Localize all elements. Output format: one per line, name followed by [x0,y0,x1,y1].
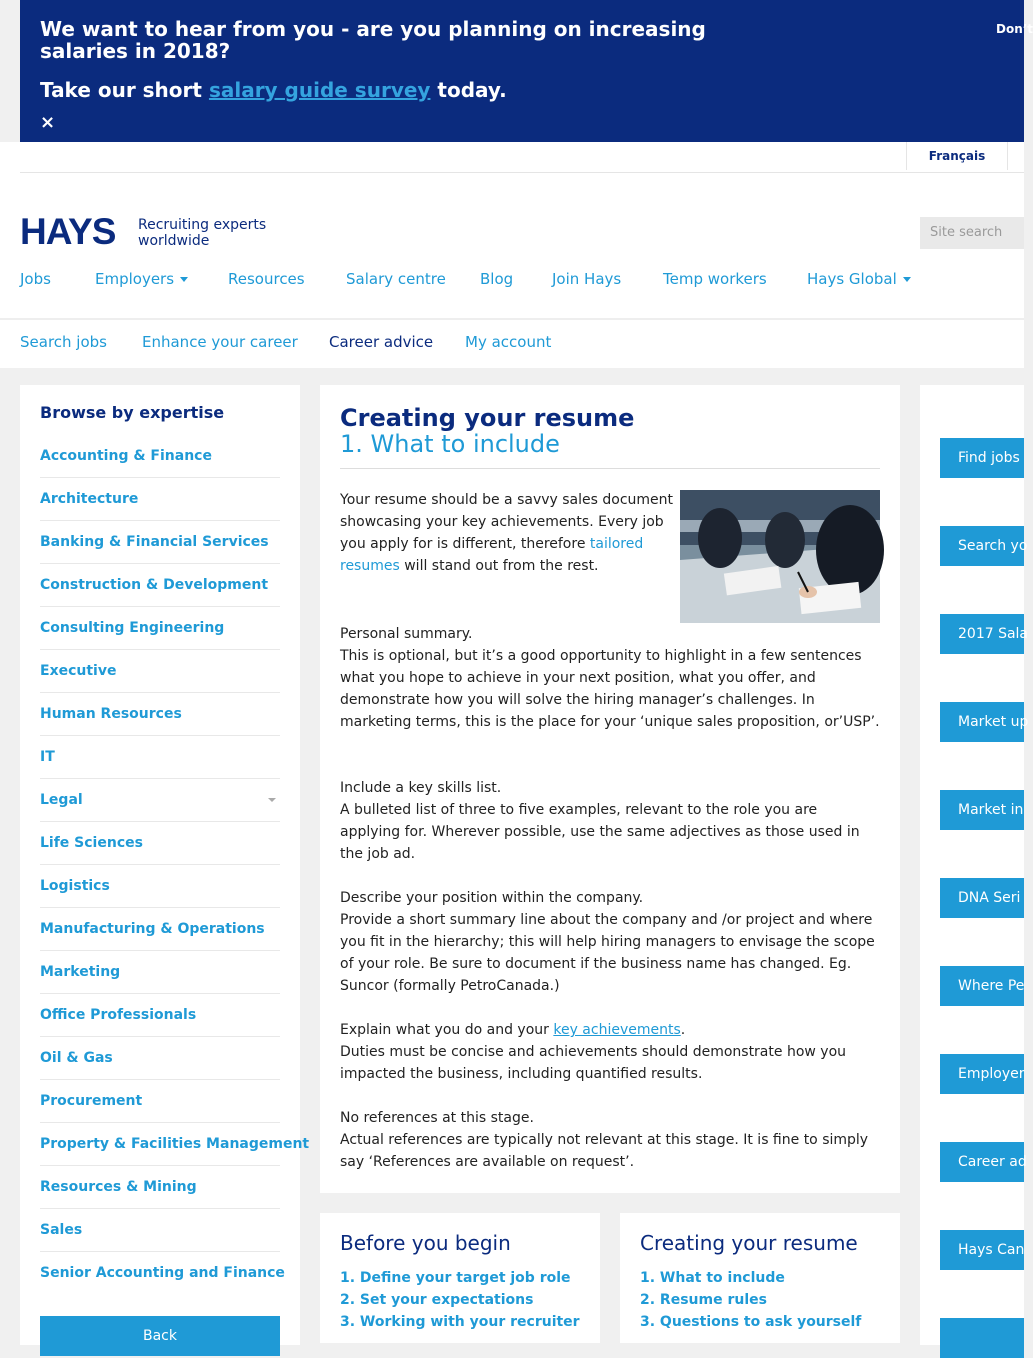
section-heading: Describe your position within the company. [340,890,644,906]
close-icon[interactable]: × [40,112,56,133]
back-button[interactable]: Back [40,1316,280,1356]
sidebar-item[interactable]: Senior Accounting and Finance [40,1265,285,1281]
sidebar-item[interactable]: Construction & Development [40,564,280,607]
banner-cta [40,78,507,102]
nav-employers-label: Employers [95,270,175,288]
sidebar-item[interactable]: Accounting & Finance [40,435,280,478]
card-link[interactable]: 3. Questions to ask yourself [640,1314,862,1330]
intro-end: will stand out from the rest. [399,558,599,574]
title-divider [340,468,880,469]
section-body: This is optional, but it’s a good opportunity to highlight in a few sentences what you hope to achieve in your next position, what you offer, and demonstrate how you will solve the hiring manager’s challenges. In marketing terms, this is the place for your ‘unique sales proposition, or’USP’. [340,648,880,730]
chevron-down-icon [903,277,911,282]
article-title: Creating your resume [340,404,635,432]
card-link[interactable]: 1. What to include [640,1270,785,1286]
right-link-button[interactable]: Where Pe [940,966,1024,1006]
tailored-resumes-link[interactable]: tailored resumes [340,536,644,574]
sidebar-heading: Browse by expertise [40,403,225,422]
sidebar-item[interactable]: Office Professionals [40,994,280,1037]
section-position [340,887,880,997]
right-link-button[interactable]: Search yo [940,526,1024,566]
sidebar-item[interactable]: Logistics [40,865,280,908]
right-link-button[interactable]: Employer [940,1054,1024,1094]
banner-question: We want to hear from you - are you planning on increasing salaries in 2018? [40,17,706,63]
right-link-button[interactable]: Market up [940,702,1024,742]
section-heading: Personal summary. [340,626,473,642]
right-link-button[interactable]: Career ad [940,1142,1024,1182]
article-card [320,385,900,1193]
nav-join-hays[interactable]: Join Hays [552,270,622,288]
nav-employers[interactable] [95,270,188,288]
heading-suffix: . [680,1022,686,1038]
survey-banner [20,0,1033,142]
sidebar-item[interactable]: Property & Facilities Management [40,1123,280,1166]
chevron-down-icon [268,798,276,802]
card-link[interactable]: 3. Working with your recruiter [340,1314,580,1330]
subnav-career-advice[interactable]: Career advice [329,333,434,351]
card-link[interactable]: 2. Set your expectations [340,1292,534,1308]
cta-suffix: today. [430,78,507,102]
right-link-button[interactable]: 2017 Sala [940,614,1024,654]
section-heading: No references at this stage. [340,1110,534,1126]
sidebar-item-legal[interactable] [40,779,280,822]
card-link[interactable]: 1. Define your target job role [340,1270,571,1286]
nav-hays-global-label: Hays Global [807,270,897,288]
language-switch[interactable]: Français [906,142,1008,170]
sidebar-item[interactable]: Resources & Mining [40,1166,280,1209]
right-link-button[interactable] [940,1318,1024,1358]
nav-temp-workers[interactable]: Temp workers [663,270,767,288]
subnav-my-account[interactable]: My account [465,333,552,351]
section-body: Actual references are typically not relevant at this stage. It is fine to simply say ‘References are available on request’. [340,1132,869,1170]
search-input[interactable]: Site search [920,217,1024,249]
right-link-button[interactable]: Market in [940,790,1024,830]
right-link-button[interactable]: DNA Seri [940,878,1024,918]
subnav-enhance-career[interactable]: Enhance your career [142,333,298,351]
sidebar-item[interactable]: Executive [40,650,280,693]
section-body: Provide a short summary line about the company and /or project and where you fit in the hierarchy; this will help hiring managers to envisage the scope of your role. Be sure to document if the business name has changed. Eg. Suncor (formally PetroCanada.) [340,912,875,994]
section-body: Duties must be concise and achievements should demonstrate how you impacted the business, including quantified results. [340,1044,847,1082]
section-personal-summary [340,623,880,733]
chevron-down-icon [180,277,188,282]
section-key-skills [340,777,880,865]
salary-survey-link[interactable]: salary guide survey [208,78,431,102]
header-divider [20,172,1024,173]
card-link[interactable]: 2. Resume rules [640,1292,767,1308]
logo-wordmark: HAYS [20,211,116,252]
subnav-search-jobs[interactable]: Search jobs [20,333,107,351]
creating-resume-card [620,1213,900,1343]
logo-tagline: Recruiting experts worldwide [138,217,267,249]
sidebar-item[interactable]: Manufacturing & Operations [40,908,280,951]
nav-hays-global[interactable] [807,270,911,288]
nav-resources[interactable]: Resources [228,270,305,288]
sidebar-item[interactable]: Banking & Financial Services [40,521,280,564]
before-you-begin-card [320,1213,600,1343]
hays-logo[interactable] [20,211,267,252]
section-heading [340,1019,880,1041]
intro-text: Your resume should be a savvy sales document showcasing your key achievements. Every job you apply for is different, therefore [340,492,674,552]
sidebar-item[interactable]: Sales [40,1209,280,1252]
sidebar-item[interactable]: Architecture [40,478,280,521]
key-achievements-link[interactable]: key achievements [553,1022,681,1038]
section-references [340,1107,880,1173]
sidebar-item[interactable]: Marketing [40,951,280,994]
sidebar-item[interactable]: Life Sciences [40,822,280,865]
sidebar-item[interactable]: Human Resources [40,693,280,736]
section-body: A bulleted list of three to five examples, relevant to the role you are applying for. Wherever possible, use the same adjectives as those used in the job ad. [340,802,860,862]
expertise-sidebar [20,385,310,1345]
right-link-button[interactable]: Hays Can [940,1230,1024,1270]
nav-blog[interactable]: Blog [480,270,514,288]
sidebar-item[interactable]: Consulting Engineering [40,607,280,650]
sidebar-item[interactable]: Oil & Gas [40,1037,280,1080]
nav-salary-centre[interactable]: Salary centre [346,270,446,288]
meeting-photo [680,490,880,623]
article-intro [340,489,680,577]
cta-prefix: Take our short [40,78,209,102]
section-achievements [340,1019,880,1085]
sidebar-item[interactable]: Procurement [40,1080,280,1123]
nav-jobs[interactable]: Jobs [20,270,51,288]
dont-show-button[interactable]: Don’t [996,22,1033,36]
card-title: Creating your resume [640,1231,858,1255]
find-jobs-button[interactable]: Find jobs [940,438,1024,478]
heading-prefix: Explain what you do and your [340,1022,554,1038]
section-heading: Include a key skills list. [340,780,502,796]
sidebar-item[interactable]: IT [40,736,280,779]
card-title: Before you begin [340,1231,511,1255]
sidebar-item-label: Legal [40,792,83,808]
article-subtitle: 1. What to include [340,430,560,458]
